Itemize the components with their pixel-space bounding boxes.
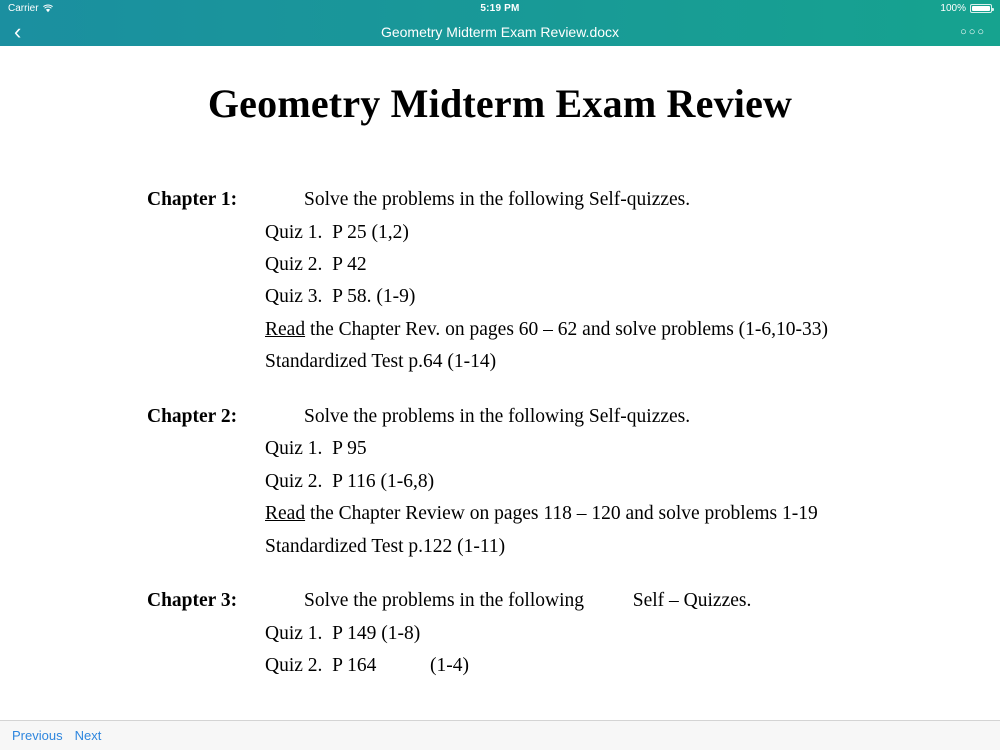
chapter-description: Solve the problems in the following Self-quizzes. xyxy=(265,189,691,210)
chapter-line-underlined: Read xyxy=(265,503,306,525)
chapter-description: Solve the problems in the following Self – Quizzes. xyxy=(265,590,752,612)
document-page xyxy=(0,46,1000,677)
document-title-nav: Geometry Midterm Exam Review.docx xyxy=(380,23,620,40)
document-scroll-area[interactable] xyxy=(0,46,1000,720)
bottom-toolbar xyxy=(0,720,1000,750)
chapter-line xyxy=(265,656,960,676)
next-button[interactable]: Next xyxy=(74,728,102,743)
chapter-line xyxy=(265,255,960,275)
chapter-line-text: Quiz 3. P 58. (1-9) xyxy=(265,286,416,308)
chapter-label: Chapter 3: xyxy=(147,590,238,612)
chapter-line-text: Quiz 2. P 42 xyxy=(265,253,367,275)
chapter-line xyxy=(265,624,960,644)
chapter-block xyxy=(147,407,960,557)
back-button[interactable]: ‹ xyxy=(14,18,22,44)
chapter-block xyxy=(147,190,960,373)
chapter-line xyxy=(265,352,960,372)
chapter-line xyxy=(265,223,960,243)
chapter-line-text: the Chapter Review on pages 118 – 120 and solve problems 1-19 xyxy=(305,503,818,525)
page-title: Geometry Midterm Exam Review xyxy=(207,81,793,126)
chapter-heading xyxy=(147,591,960,611)
chapter-description: Solve the problems in the following Self-quizzes. xyxy=(265,405,691,427)
battery-percent-label: 100% xyxy=(940,3,966,14)
chapter-line-text: Quiz 1. P 95 xyxy=(265,438,367,460)
chapter-label: Chapter 1: xyxy=(147,189,238,210)
chapter-line xyxy=(265,537,960,557)
chapter-block xyxy=(147,591,960,676)
more-options-icon[interactable]: ○○○ xyxy=(960,25,986,38)
chapter-heading xyxy=(147,190,960,210)
carrier-label: Carrier xyxy=(8,3,39,14)
status-bar xyxy=(0,0,1000,17)
chapter-line xyxy=(265,504,960,524)
chapter-label: Chapter 2: xyxy=(147,405,238,427)
battery-icon xyxy=(970,4,992,13)
status-bar-right xyxy=(832,3,992,14)
status-bar-left xyxy=(8,3,168,14)
chapter-line xyxy=(265,287,960,307)
chapter-line xyxy=(265,320,960,340)
chapter-line xyxy=(265,472,960,492)
chapter-heading xyxy=(147,407,960,427)
chapter-line-text: Standardized Test p.122 (1-11) xyxy=(265,535,506,557)
wifi-icon xyxy=(43,4,53,13)
nav-bar xyxy=(0,17,1000,46)
chapter-line-text: Quiz 1. P 25 (1,2) xyxy=(265,221,409,243)
previous-button[interactable]: Previous xyxy=(12,728,63,743)
chapter-line-underlined: Read xyxy=(265,318,306,340)
chapter-line-text: Quiz 2. P 164 (1-4) xyxy=(265,655,470,677)
chapter-line xyxy=(265,439,960,459)
chapter-line-text: the Chapter Rev. on pages 60 – 62 and solve problems (1-6,10-33) xyxy=(305,318,829,340)
chapter-line-text: Quiz 2. P 116 (1-6,8) xyxy=(265,470,435,492)
status-bar-time: 5:19 PM xyxy=(480,3,520,14)
chapter-line-text: Quiz 1. P 149 (1-8) xyxy=(265,622,421,644)
chapter-line-text: Standardized Test p.64 (1-14) xyxy=(265,351,497,373)
